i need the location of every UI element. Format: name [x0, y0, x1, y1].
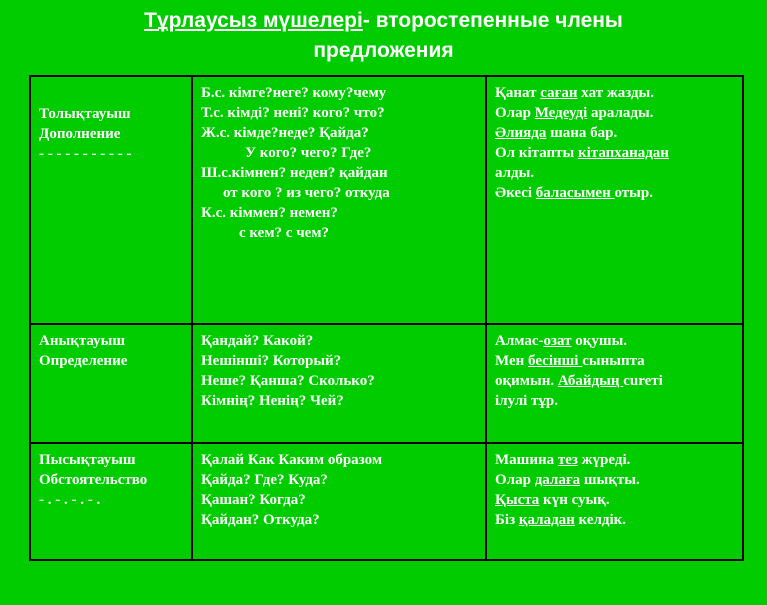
term-russian: Обстоятельство: [39, 472, 148, 488]
question-line: Неше? Қанша? Сколько?: [201, 373, 375, 389]
question-line: Ж.с. кімде?неде? Қайда?: [201, 125, 369, 141]
question-line: Б.с. кімге?неге? кому?чему: [201, 85, 387, 101]
examples-cell: [486, 324, 743, 443]
question-line: Ш.с.кімнен? неден? қайдан: [201, 165, 388, 181]
question-line: Нешінші? Который?: [201, 353, 342, 369]
grammar-table: [29, 75, 744, 561]
title-rest: - второстепенные члены: [362, 9, 623, 32]
example-line: Қанат саған хат жазды.: [495, 85, 655, 101]
question-line: Қалай Как Каким образом: [201, 452, 383, 468]
example-line: Қыста күн суық.: [495, 492, 610, 508]
question-line: Қашан? Когда?: [201, 492, 306, 508]
term-kazakh: Толықтауыш: [39, 106, 131, 122]
term-cell: [30, 324, 192, 443]
example-line: Әлияда шана бар.: [495, 125, 618, 141]
questions-cell: [192, 443, 486, 560]
example-line: Мен бесінші сыныпта: [495, 353, 645, 369]
table-row-adverbial: [30, 443, 743, 560]
question-line: Қандай? Какой?: [201, 333, 314, 349]
question-line: с кем? с чем?: [239, 225, 330, 241]
term-kazakh: Анықтауыш: [39, 333, 125, 349]
questions-cell: [192, 324, 486, 443]
term-cell: [30, 76, 192, 324]
questions-cell: [192, 76, 486, 324]
title-line-2: предложения: [313, 39, 454, 62]
examples-cell: [486, 443, 743, 560]
term-russian: Дополнение: [39, 126, 121, 142]
example-line: Әкесі баласымен отыр.: [495, 185, 653, 201]
example-line: оқимын. Абайдың сureті: [495, 373, 663, 389]
question-line: Қайда? Где? Куда?: [201, 472, 328, 488]
term-cell: [30, 443, 192, 560]
question-line: У кого? чего? Где?: [245, 145, 372, 161]
table-row-attribute: [30, 324, 743, 443]
term-kazakh: Пысықтауыш: [39, 452, 136, 468]
examples-cell: [486, 76, 743, 324]
example-line: Олар далаға шықты.: [495, 472, 640, 488]
page-title: [0, 6, 767, 66]
example-line: Ол кітапты кітапханадан: [495, 145, 669, 161]
question-line: от кого ? из чего? откуда: [223, 185, 390, 201]
question-line: Кімнің? Ненің? Чей?: [201, 393, 344, 409]
question-line: К.с. кіммен? немен?: [201, 205, 338, 221]
question-line: Қайдан? Откуда?: [201, 512, 320, 528]
example-line: Алмас-озат оқушы.: [495, 333, 628, 349]
term-russian: Определение: [39, 353, 128, 369]
question-line: Т.с. кімді? нені? кого? что?: [201, 105, 385, 121]
table-row-complement: [30, 76, 743, 324]
example-line: ілулі тұр.: [495, 393, 559, 409]
example-line: Біз қаладан келдік.: [495, 512, 627, 528]
example-line: алды.: [495, 165, 535, 181]
example-line: Олар Медеуді аралады.: [495, 105, 654, 121]
title-line-1: [0, 6, 767, 36]
term-underline-sample: - - - - - - - - - - -: [39, 146, 132, 162]
example-line: Машина тез жүреді.: [495, 452, 631, 468]
title-underlined: Тұрлаусыз мүшелері: [144, 9, 363, 32]
term-underline-sample: - . - . - . - .: [39, 492, 101, 508]
